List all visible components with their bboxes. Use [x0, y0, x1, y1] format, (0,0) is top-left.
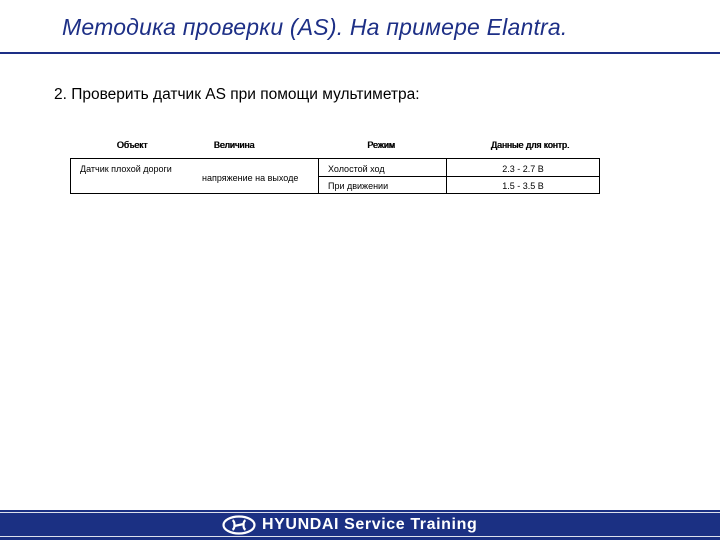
- table-column-divider: [318, 158, 319, 194]
- table-cell-object: Датчик плохой дороги: [80, 164, 172, 174]
- column-header-quantity: Величина: [213, 140, 255, 150]
- table-cell-mode: При движении: [328, 181, 389, 191]
- table-cell-value: 2.3 - 2.7 В: [502, 164, 544, 174]
- column-header-reference-data: Данные для контр.: [490, 140, 570, 150]
- slide-title: Методика проверки (AS). На примере Elantra.: [62, 14, 568, 40]
- title-divider: [0, 52, 720, 54]
- table-bottom-rule: [70, 193, 600, 194]
- table-cell-value: 1.5 - 3.5 В: [502, 181, 544, 191]
- footer-stripe: [0, 512, 720, 513]
- table-cell-mode: Холостой ход: [328, 164, 385, 174]
- column-header-mode: Режим: [367, 140, 395, 150]
- footer-stripe: [0, 536, 720, 537]
- measurement-table: [70, 136, 600, 194]
- footer-logo: [222, 514, 477, 536]
- table-header-rule: [70, 158, 600, 159]
- table-row-divider: [318, 176, 600, 177]
- footer-brand-text: HYUNDAI Service Training: [262, 516, 478, 533]
- hyundai-logo-icon: [222, 515, 256, 535]
- table-left-border: [70, 158, 71, 194]
- column-header-object: Объект: [116, 140, 148, 150]
- table-cell-quantity: напряжение на выходе: [202, 173, 299, 183]
- section-subtitle: 2. Проверить датчик AS при помощи мультиметра:: [54, 86, 420, 103]
